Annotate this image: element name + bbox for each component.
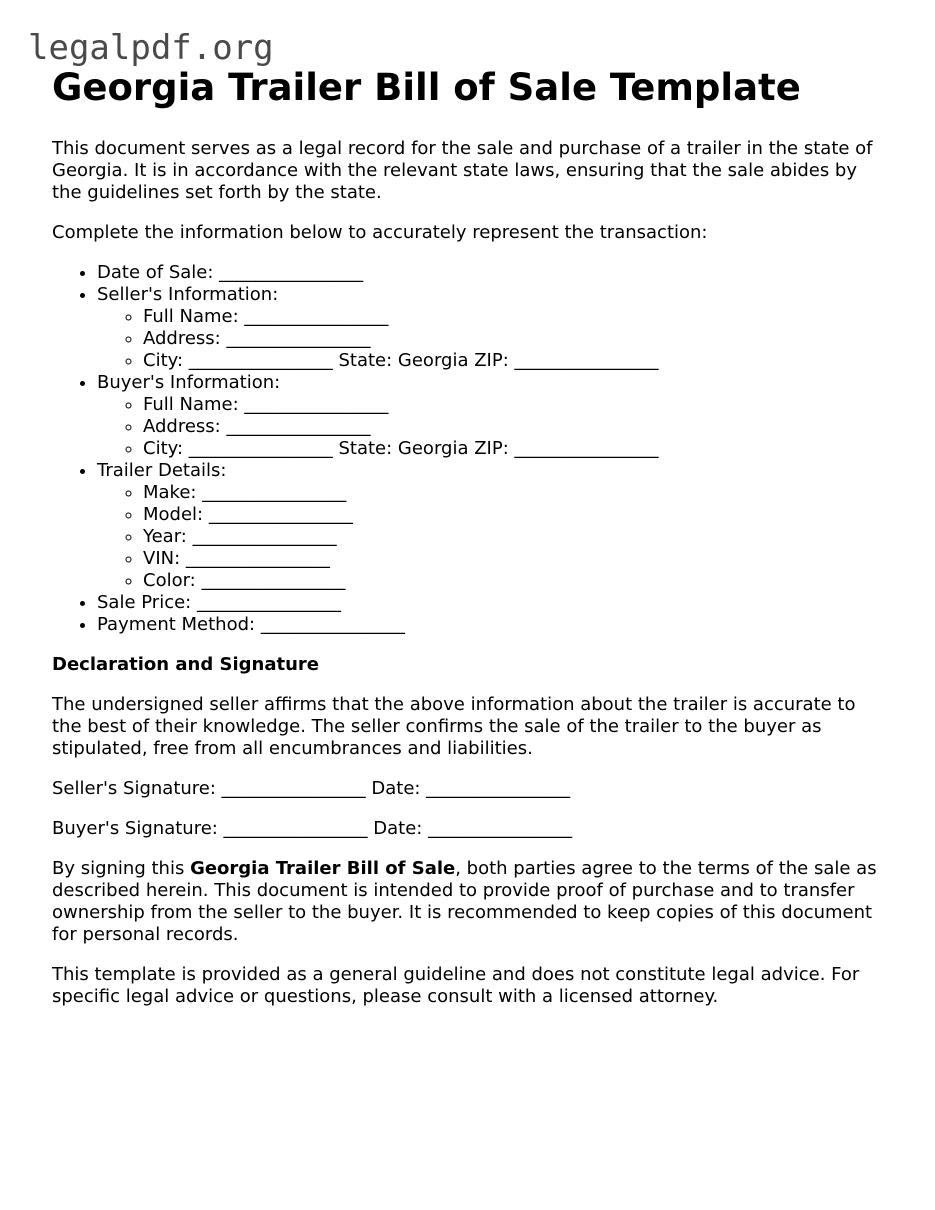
- trailer-details: [97, 460, 882, 592]
- document-body: [52, 64, 882, 1026]
- sale-price-field: • Sale Price: ________________: [97, 592, 882, 614]
- declaration-paragraph: The undersigned seller affirms that the above information about the trailer is accurate to the best of their knowledge. The seller confirms the sale of the trailer to the buyer as stipulated, free from all encumbrances and liabilities.: [52, 694, 856, 759]
- date-of-sale-field: • Date of Sale: ________________: [97, 262, 882, 284]
- page-title: Georgia Trailer Bill of Sale Template: [52, 66, 801, 109]
- buyer-information: [97, 372, 882, 460]
- buyer-city-state-zip-field: ◦ City: ________________ State: Georgia ZIP: ________________: [143, 438, 882, 460]
- declaration-heading: Declaration and Signature: [52, 654, 319, 675]
- intro-paragraph: This document serves as a legal record for the sale and purchase of a trailer in the state of Georgia. It is in accordance with the relevant state laws, ensuring that the sale abides by the guidelines set forth by the state.: [52, 138, 873, 203]
- buyer-fields: [97, 394, 882, 460]
- transaction-details-list: [52, 262, 882, 636]
- buyer-signature-line: Buyer's Signature: ________________ Date: ________________: [52, 818, 573, 839]
- seller-fields: [97, 306, 882, 372]
- disclaimer-paragraph: This template is provided as a general guideline and does not constitute legal advice. For specific legal advice or questions, please consult with a licensed attorney.: [52, 964, 860, 1007]
- seller-address-field: ◦ Address: ________________: [143, 328, 882, 350]
- instruction-paragraph: Complete the information below to accurately represent the transaction:: [52, 222, 708, 243]
- closing-prefix: By signing this: [52, 858, 191, 879]
- trailer-year-field: ◦ Year: ________________: [143, 526, 882, 548]
- buyer-full-name-field: ◦ Full Name: ________________: [143, 394, 882, 416]
- seller-full-name-field: ◦ Full Name: ________________: [143, 306, 882, 328]
- payment-method-field: • Payment Method: ________________: [97, 614, 882, 636]
- closing-bold-title: Georgia Trailer Bill of Sale: [190, 858, 456, 879]
- seller-city-state-zip-field: ◦ City: ________________ State: Georgia ZIP: ________________: [143, 350, 882, 372]
- trailer-vin-field: ◦ VIN: ________________: [143, 548, 882, 570]
- trailer-fields: [97, 482, 882, 592]
- trailer-details-label: Trailer Details:: [97, 460, 227, 481]
- seller-signature-line: Seller's Signature: ________________ Date: ________________: [52, 778, 571, 799]
- trailer-make-field: ◦ Make: ________________: [143, 482, 882, 504]
- closing-paragraph: [52, 858, 882, 946]
- buyer-address-field: ◦ Address: ________________: [143, 416, 882, 438]
- seller-information: [97, 284, 882, 372]
- closing-suffix: , both parties agree to the terms of the sale as described herein. This document is intended to provide proof of purchase and to transfer ownership from the seller to the buyer. It is recommended to keep copies of this document for personal records.: [52, 858, 877, 945]
- seller-information-label: Seller's Information:: [97, 284, 279, 305]
- trailer-model-field: ◦ Model: ________________: [143, 504, 882, 526]
- buyer-information-label: Buyer's Information:: [97, 372, 281, 393]
- watermark: legalpdf.org: [28, 28, 274, 68]
- trailer-color-field: ◦ Color: ________________: [143, 570, 882, 592]
